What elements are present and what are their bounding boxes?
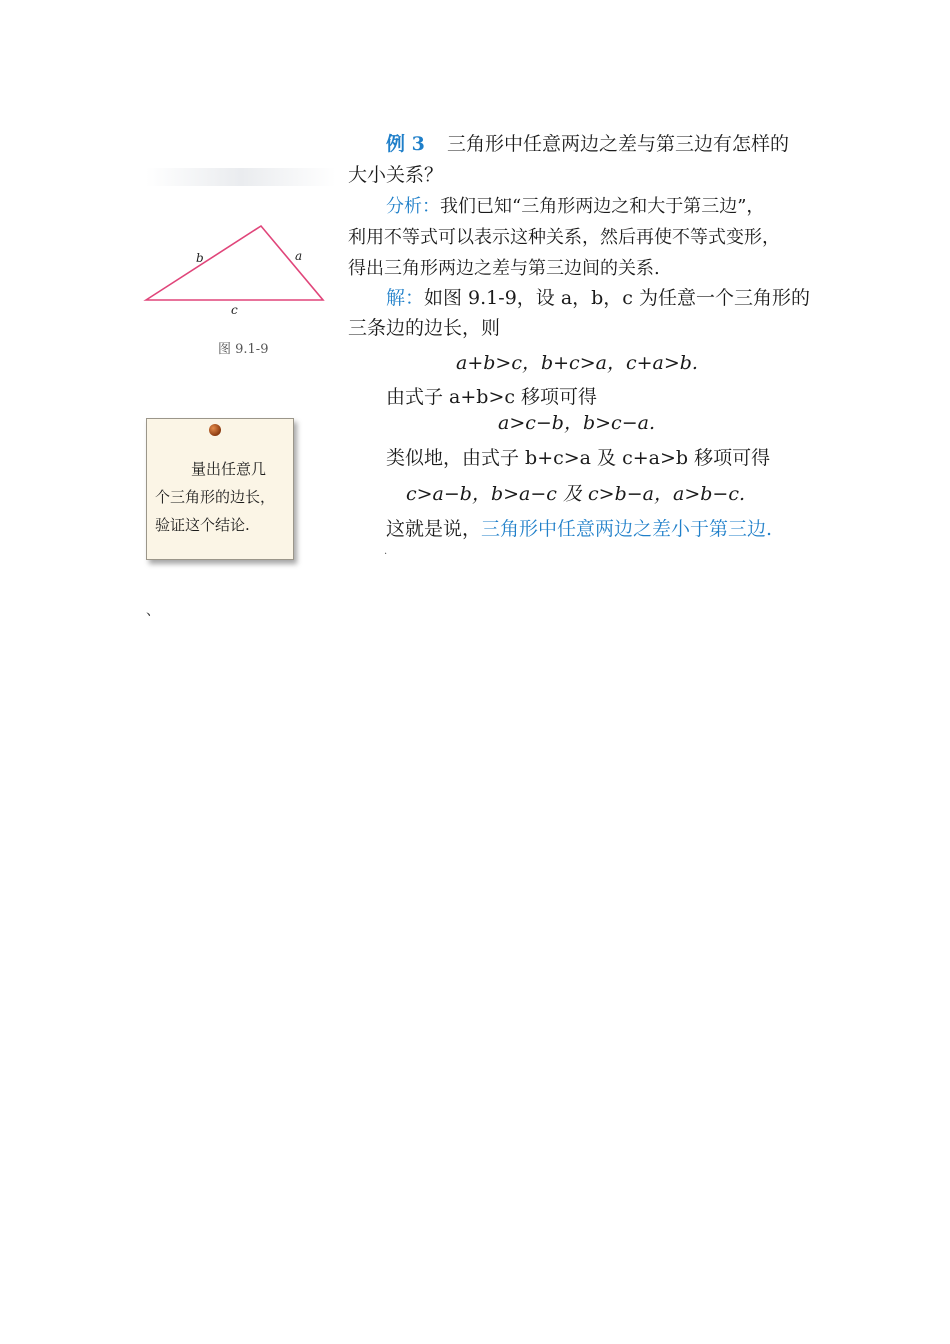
note-text: [155, 455, 289, 539]
analysis-line1-row: [386, 194, 764, 220]
step2-text: 类似地，由式子 b+c>a 及 c+a>b 移项可得: [386, 447, 771, 469]
example-label: 例 3: [386, 133, 425, 155]
solution-line1: 如图 9.1-9，设 a，b，c 为任意一个三角形的: [424, 287, 810, 309]
analysis-line2: 利用不等式可以表示这种关系，然后再使不等式变形，: [348, 227, 780, 248]
side-label-a: a: [295, 249, 303, 263]
triangle-figure: [140, 222, 330, 322]
analysis-label: 分析：: [386, 196, 440, 217]
stray-dot: .: [384, 546, 388, 557]
step1-result: a>c−b，b>c−a.: [498, 412, 655, 434]
step2-result: c>a−b，b>a−c 及 c>b−a，a>b−c.: [406, 483, 746, 505]
pushpin-icon: [209, 424, 221, 436]
example-question-line1: 三角形中任意两边之差与第三边有怎样的: [446, 133, 789, 155]
conclusion-highlight: 三角形中任意两边之差小于第三边.: [481, 518, 773, 540]
example-question-line2: 大小关系？: [348, 164, 444, 186]
side-label-b: b: [196, 251, 204, 265]
figure-caption: 图 9.1-9: [218, 342, 269, 357]
conclusion-row: [386, 516, 772, 542]
sticky-note: [146, 418, 294, 560]
note-line3: 验证这个结论.: [155, 516, 250, 534]
example-heading: [386, 131, 789, 157]
analysis-line3: 得出三角形两边之差与第三边间的关系.: [348, 258, 660, 279]
note-line2: 个三角形的边长，: [155, 488, 276, 506]
solution-line2: 三条边的边长，则: [348, 317, 501, 339]
solution-label: 解：: [386, 287, 425, 309]
side-label-c: c: [231, 303, 238, 317]
scan-shadow: [146, 168, 336, 186]
stray-mark: 、: [146, 603, 160, 619]
solution-line1-row: [386, 285, 810, 311]
triangle-shape: [146, 226, 323, 300]
conclusion-prefix: 这就是说，: [386, 518, 482, 540]
inequality-set: a+b>c，b+c>a，c+a>b.: [456, 352, 698, 374]
step1-text: 由式子 a+b>c 移项可得: [386, 386, 598, 408]
analysis-line1: 我们已知“三角形两边之和大于第三边”，: [440, 196, 765, 217]
note-line1: 量出任意几: [191, 460, 267, 478]
